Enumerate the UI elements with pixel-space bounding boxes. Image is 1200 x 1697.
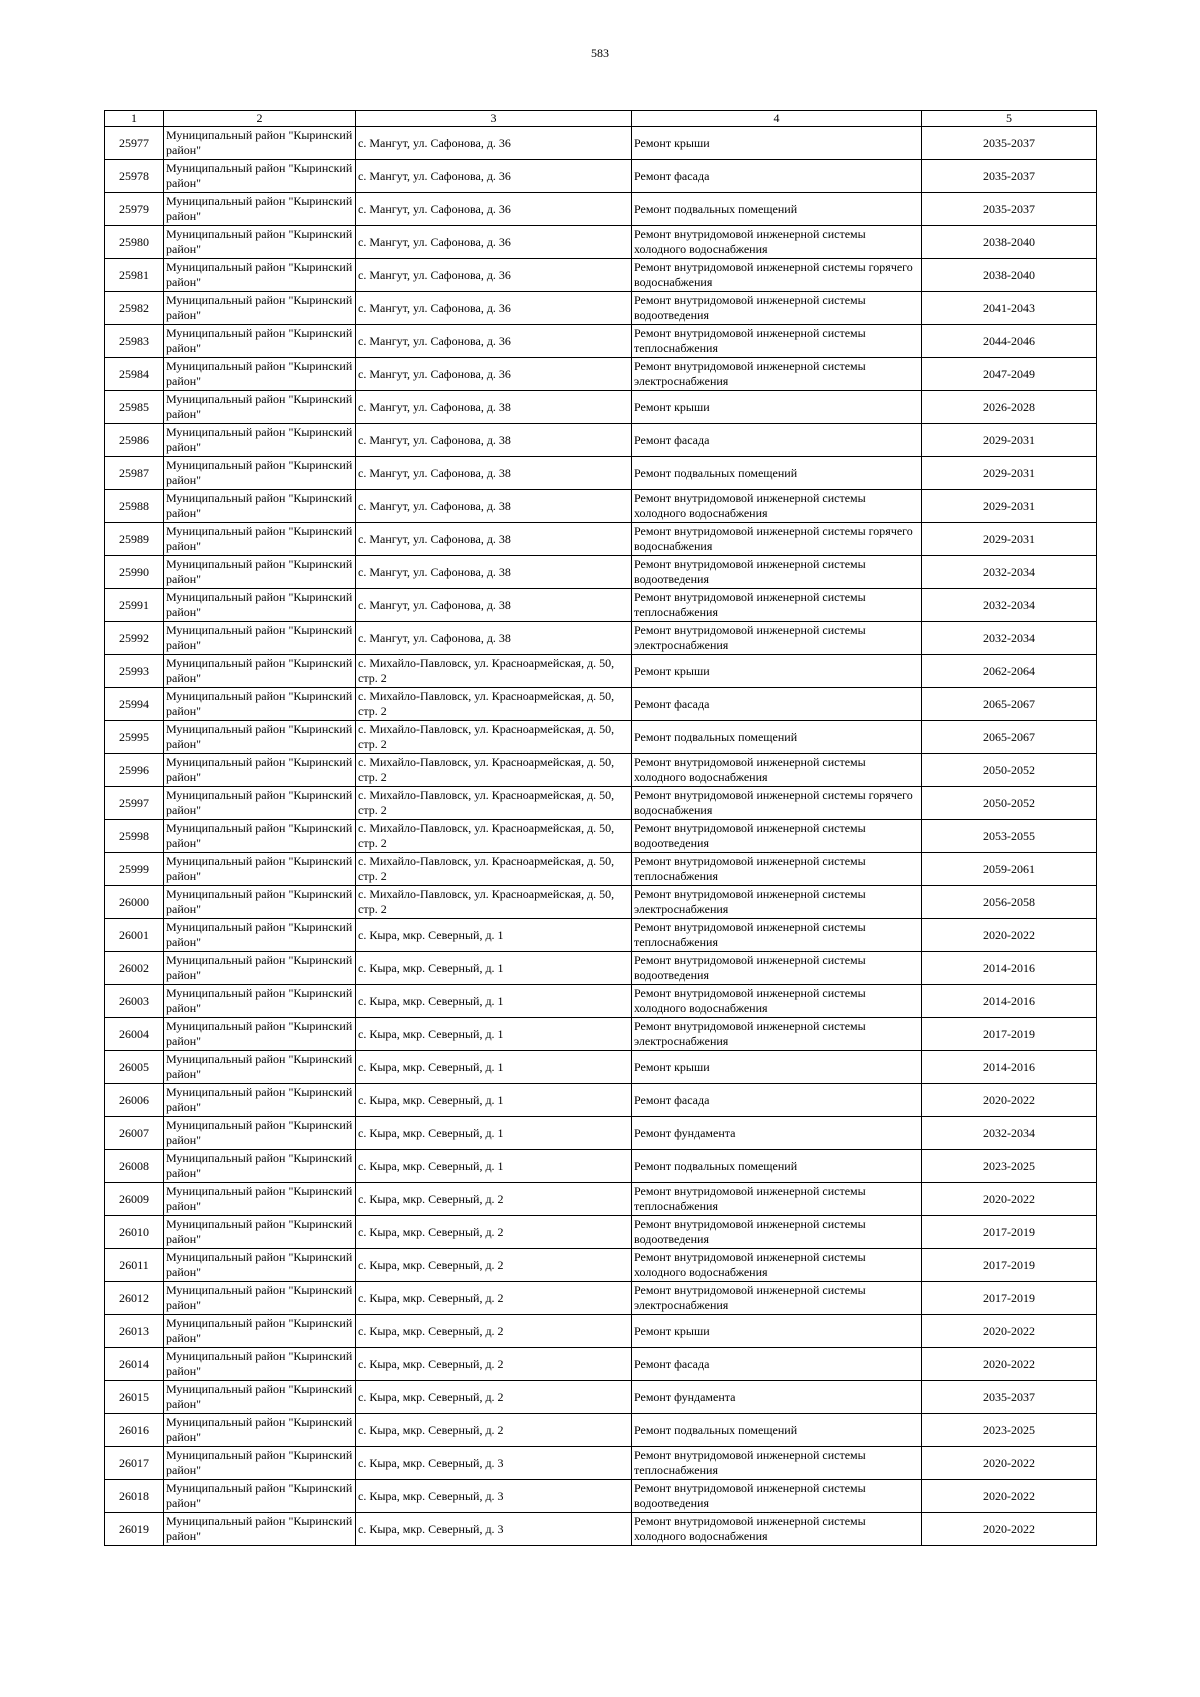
address-cell: с. Мангут, ул. Сафонова, д. 38	[356, 457, 632, 490]
period-cell: 2020-2022	[922, 1315, 1097, 1348]
row-number-cell: 26008	[105, 1150, 164, 1183]
row-number-cell: 26003	[105, 985, 164, 1018]
period-cell: 2047-2049	[922, 358, 1097, 391]
table-row	[105, 523, 1097, 556]
table-row	[105, 1216, 1097, 1249]
row-number-cell: 26002	[105, 952, 164, 985]
period-cell: 2056-2058	[922, 886, 1097, 919]
address-cell: с. Мангут, ул. Сафонова, д. 38	[356, 391, 632, 424]
municipality-cell: Муниципальный район "Кыринский район"	[164, 1513, 356, 1546]
address-cell: с. Мангут, ул. Сафонова, д. 36	[356, 160, 632, 193]
row-number-cell: 26016	[105, 1414, 164, 1447]
work-type-cell: Ремонт подвальных помещений	[632, 1414, 922, 1447]
table-row	[105, 490, 1097, 523]
table-row	[105, 754, 1097, 787]
municipality-cell: Муниципальный район "Кыринский район"	[164, 1447, 356, 1480]
address-cell: с. Михайло-Павловск, ул. Красноармейская, д. 50, стр. 2	[356, 655, 632, 688]
municipality-cell: Муниципальный район "Кыринский район"	[164, 1315, 356, 1348]
table-row	[105, 985, 1097, 1018]
period-cell: 2038-2040	[922, 259, 1097, 292]
work-type-cell: Ремонт внутридомовой инженерной системы холодного водоснабжения	[632, 1513, 922, 1546]
table-row	[105, 1051, 1097, 1084]
period-cell: 2035-2037	[922, 193, 1097, 226]
period-cell: 2026-2028	[922, 391, 1097, 424]
period-cell: 2017-2019	[922, 1018, 1097, 1051]
work-type-cell: Ремонт подвальных помещений	[632, 457, 922, 490]
table-row	[105, 292, 1097, 325]
municipality-cell: Муниципальный район "Кыринский район"	[164, 127, 356, 160]
row-number-cell: 26015	[105, 1381, 164, 1414]
row-number-cell: 26018	[105, 1480, 164, 1513]
table-row	[105, 226, 1097, 259]
row-number-cell: 25978	[105, 160, 164, 193]
address-cell: с. Кыра, мкр. Северный, д. 1	[356, 985, 632, 1018]
municipality-cell: Муниципальный район "Кыринский район"	[164, 1249, 356, 1282]
table-row	[105, 820, 1097, 853]
period-cell: 2050-2052	[922, 787, 1097, 820]
row-number-cell: 25981	[105, 259, 164, 292]
row-number-cell: 26001	[105, 919, 164, 952]
address-cell: с. Кыра, мкр. Северный, д. 2	[356, 1282, 632, 1315]
row-number-cell: 25999	[105, 853, 164, 886]
period-cell: 2017-2019	[922, 1249, 1097, 1282]
work-type-cell: Ремонт внутридомовой инженерной системы холодного водоснабжения	[632, 754, 922, 787]
table-row	[105, 919, 1097, 952]
municipality-cell: Муниципальный район "Кыринский район"	[164, 589, 356, 622]
municipality-cell: Муниципальный район "Кыринский район"	[164, 655, 356, 688]
address-cell: с. Кыра, мкр. Северный, д. 1	[356, 1051, 632, 1084]
row-number-cell: 25988	[105, 490, 164, 523]
address-cell: с. Мангут, ул. Сафонова, д. 36	[356, 226, 632, 259]
period-cell: 2035-2037	[922, 127, 1097, 160]
work-type-cell: Ремонт внутридомовой инженерной системы водоотведения	[632, 1480, 922, 1513]
work-type-cell: Ремонт внутридомовой инженерной системы холодного водоснабжения	[632, 490, 922, 523]
municipality-cell: Муниципальный район "Кыринский район"	[164, 259, 356, 292]
table-row	[105, 1381, 1097, 1414]
row-number-cell: 26006	[105, 1084, 164, 1117]
address-cell: с. Мангут, ул. Сафонова, д. 36	[356, 292, 632, 325]
row-number-cell: 25994	[105, 688, 164, 721]
address-cell: с. Кыра, мкр. Северный, д. 2	[356, 1183, 632, 1216]
work-type-cell: Ремонт подвальных помещений	[632, 721, 922, 754]
municipality-cell: Муниципальный район "Кыринский район"	[164, 490, 356, 523]
period-cell: 2017-2019	[922, 1216, 1097, 1249]
address-cell: с. Мангут, ул. Сафонова, д. 36	[356, 127, 632, 160]
row-number-cell: 26011	[105, 1249, 164, 1282]
address-cell: с. Мангут, ул. Сафонова, д. 36	[356, 358, 632, 391]
table-row	[105, 688, 1097, 721]
work-type-cell: Ремонт внутридомовой инженерной системы водоотведения	[632, 820, 922, 853]
period-cell: 2029-2031	[922, 490, 1097, 523]
table-row	[105, 1018, 1097, 1051]
row-number-cell: 25995	[105, 721, 164, 754]
work-type-cell: Ремонт фундамента	[632, 1117, 922, 1150]
work-type-cell: Ремонт внутридомовой инженерной системы холодного водоснабжения	[632, 985, 922, 1018]
work-type-cell: Ремонт внутридомовой инженерной системы холодного водоснабжения	[632, 226, 922, 259]
municipality-cell: Муниципальный район "Кыринский район"	[164, 391, 356, 424]
row-number-cell: 26014	[105, 1348, 164, 1381]
table-row	[105, 259, 1097, 292]
period-cell: 2032-2034	[922, 556, 1097, 589]
table-row	[105, 1348, 1097, 1381]
work-type-cell: Ремонт внутридомовой инженерной системы электроснабжения	[632, 622, 922, 655]
table-row	[105, 787, 1097, 820]
municipality-cell: Муниципальный район "Кыринский район"	[164, 457, 356, 490]
municipality-cell: Муниципальный район "Кыринский район"	[164, 754, 356, 787]
work-type-cell: Ремонт подвальных помещений	[632, 193, 922, 226]
municipality-cell: Муниципальный район "Кыринский район"	[164, 1216, 356, 1249]
municipality-cell: Муниципальный район "Кыринский район"	[164, 1117, 356, 1150]
municipality-cell: Муниципальный район "Кыринский район"	[164, 1381, 356, 1414]
table-row	[105, 391, 1097, 424]
work-type-cell: Ремонт фасада	[632, 688, 922, 721]
period-cell: 2023-2025	[922, 1414, 1097, 1447]
address-cell: с. Мангут, ул. Сафонова, д. 38	[356, 556, 632, 589]
municipality-cell: Муниципальный район "Кыринский район"	[164, 1051, 356, 1084]
period-cell: 2050-2052	[922, 754, 1097, 787]
table-row	[105, 556, 1097, 589]
municipality-cell: Муниципальный район "Кыринский район"	[164, 193, 356, 226]
column-header: 4	[632, 111, 922, 127]
municipality-cell: Муниципальный район "Кыринский район"	[164, 556, 356, 589]
address-cell: с. Кыра, мкр. Северный, д. 1	[356, 1117, 632, 1150]
municipality-cell: Муниципальный район "Кыринский район"	[164, 325, 356, 358]
period-cell: 2020-2022	[922, 1480, 1097, 1513]
period-cell: 2029-2031	[922, 457, 1097, 490]
row-number-cell: 25996	[105, 754, 164, 787]
table-row	[105, 886, 1097, 919]
work-type-cell: Ремонт внутридомовой инженерной системы теплоснабжения	[632, 325, 922, 358]
row-number-cell: 25998	[105, 820, 164, 853]
work-type-cell: Ремонт внутридомовой инженерной системы электроснабжения	[632, 358, 922, 391]
table-row	[105, 622, 1097, 655]
address-cell: с. Кыра, мкр. Северный, д. 3	[356, 1480, 632, 1513]
work-type-cell: Ремонт фасада	[632, 424, 922, 457]
table-row	[105, 1282, 1097, 1315]
row-number-cell: 26005	[105, 1051, 164, 1084]
address-cell: с. Мангут, ул. Сафонова, д. 36	[356, 193, 632, 226]
municipality-cell: Муниципальный район "Кыринский район"	[164, 919, 356, 952]
address-cell: с. Михайло-Павловск, ул. Красноармейская, д. 50, стр. 2	[356, 721, 632, 754]
address-cell: с. Кыра, мкр. Северный, д. 1	[356, 1084, 632, 1117]
work-type-cell: Ремонт внутридомовой инженерной системы теплоснабжения	[632, 919, 922, 952]
table-row	[105, 160, 1097, 193]
row-number-cell: 25977	[105, 127, 164, 160]
period-cell: 2035-2037	[922, 160, 1097, 193]
table-row	[105, 1150, 1097, 1183]
table-row	[105, 1480, 1097, 1513]
period-cell: 2014-2016	[922, 952, 1097, 985]
row-number-cell: 25997	[105, 787, 164, 820]
address-cell: с. Кыра, мкр. Северный, д. 2	[356, 1315, 632, 1348]
work-type-cell: Ремонт фундамента	[632, 1381, 922, 1414]
work-type-cell: Ремонт внутридомовой инженерной системы теплоснабжения	[632, 1183, 922, 1216]
address-cell: с. Михайло-Павловск, ул. Красноармейская, д. 50, стр. 2	[356, 754, 632, 787]
table-row	[105, 952, 1097, 985]
row-number-cell: 26013	[105, 1315, 164, 1348]
work-type-cell: Ремонт крыши	[632, 127, 922, 160]
row-number-cell: 25992	[105, 622, 164, 655]
address-cell: с. Мангут, ул. Сафонова, д. 38	[356, 589, 632, 622]
period-cell: 2020-2022	[922, 1513, 1097, 1546]
address-cell: с. Кыра, мкр. Северный, д. 2	[356, 1348, 632, 1381]
row-number-cell: 26010	[105, 1216, 164, 1249]
work-type-cell: Ремонт внутридомовой инженерной системы горячего водоснабжения	[632, 523, 922, 556]
work-type-cell: Ремонт внутридомовой инженерной системы водоотведения	[632, 1216, 922, 1249]
table-row	[105, 1414, 1097, 1447]
period-cell: 2065-2067	[922, 721, 1097, 754]
address-cell: с. Мангут, ул. Сафонова, д. 38	[356, 424, 632, 457]
row-number-cell: 26019	[105, 1513, 164, 1546]
work-type-cell: Ремонт внутридомовой инженерной системы водоотведения	[632, 292, 922, 325]
municipality-cell: Муниципальный район "Кыринский район"	[164, 820, 356, 853]
address-cell: с. Мангут, ул. Сафонова, д. 36	[356, 325, 632, 358]
table-row	[105, 325, 1097, 358]
period-cell: 2065-2067	[922, 688, 1097, 721]
address-cell: с. Михайло-Павловск, ул. Красноармейская, д. 50, стр. 2	[356, 820, 632, 853]
table-row	[105, 424, 1097, 457]
page-number: 583	[591, 46, 609, 60]
municipality-cell: Муниципальный район "Кыринский район"	[164, 160, 356, 193]
work-type-cell: Ремонт фасада	[632, 1084, 922, 1117]
column-header: 1	[105, 111, 164, 127]
table-row	[105, 193, 1097, 226]
municipality-cell: Муниципальный район "Кыринский район"	[164, 1018, 356, 1051]
period-cell: 2023-2025	[922, 1150, 1097, 1183]
period-cell: 2014-2016	[922, 1051, 1097, 1084]
period-cell: 2062-2064	[922, 655, 1097, 688]
municipality-cell: Муниципальный район "Кыринский район"	[164, 1282, 356, 1315]
municipality-cell: Муниципальный район "Кыринский район"	[164, 1348, 356, 1381]
period-cell: 2032-2034	[922, 1117, 1097, 1150]
table-row	[105, 1249, 1097, 1282]
address-cell: с. Мангут, ул. Сафонова, д. 36	[356, 259, 632, 292]
work-type-cell: Ремонт внутридомовой инженерной системы электроснабжения	[632, 886, 922, 919]
row-number-cell: 25985	[105, 391, 164, 424]
address-cell: с. Кыра, мкр. Северный, д. 2	[356, 1249, 632, 1282]
address-cell: с. Михайло-Павловск, ул. Красноармейская, д. 50, стр. 2	[356, 853, 632, 886]
municipality-cell: Муниципальный район "Кыринский район"	[164, 886, 356, 919]
work-type-cell: Ремонт крыши	[632, 1315, 922, 1348]
municipality-cell: Муниципальный район "Кыринский район"	[164, 1414, 356, 1447]
address-cell: с. Кыра, мкр. Северный, д. 1	[356, 919, 632, 952]
municipality-cell: Муниципальный район "Кыринский район"	[164, 1150, 356, 1183]
address-cell: с. Кыра, мкр. Северный, д. 3	[356, 1447, 632, 1480]
address-cell: с. Михайло-Павловск, ул. Красноармейская, д. 50, стр. 2	[356, 787, 632, 820]
row-number-cell: 25993	[105, 655, 164, 688]
address-cell: с. Кыра, мкр. Северный, д. 3	[356, 1513, 632, 1546]
table-row	[105, 721, 1097, 754]
row-number-cell: 26012	[105, 1282, 164, 1315]
address-cell: с. Михайло-Павловск, ул. Красноармейская, д. 50, стр. 2	[356, 688, 632, 721]
period-cell: 2029-2031	[922, 523, 1097, 556]
table-row	[105, 457, 1097, 490]
address-cell: с. Кыра, мкр. Северный, д. 1	[356, 1018, 632, 1051]
work-type-cell: Ремонт внутридомовой инженерной системы электроснабжения	[632, 1018, 922, 1051]
municipality-cell: Муниципальный район "Кыринский район"	[164, 853, 356, 886]
period-cell: 2032-2034	[922, 589, 1097, 622]
work-type-cell: Ремонт внутридомовой инженерной системы горячего водоснабжения	[632, 259, 922, 292]
period-cell: 2041-2043	[922, 292, 1097, 325]
municipality-cell: Муниципальный район "Кыринский район"	[164, 1480, 356, 1513]
table-row	[105, 1183, 1097, 1216]
period-cell: 2059-2061	[922, 853, 1097, 886]
row-number-cell: 26007	[105, 1117, 164, 1150]
table-row	[105, 358, 1097, 391]
row-number-cell: 26000	[105, 886, 164, 919]
municipality-cell: Муниципальный район "Кыринский район"	[164, 424, 356, 457]
table-row	[105, 1447, 1097, 1480]
row-number-cell: 25987	[105, 457, 164, 490]
period-cell: 2053-2055	[922, 820, 1097, 853]
period-cell: 2038-2040	[922, 226, 1097, 259]
municipality-cell: Муниципальный район "Кыринский район"	[164, 622, 356, 655]
municipality-cell: Муниципальный район "Кыринский район"	[164, 358, 356, 391]
municipality-cell: Муниципальный район "Кыринский район"	[164, 985, 356, 1018]
row-number-cell: 25984	[105, 358, 164, 391]
address-cell: с. Кыра, мкр. Северный, д. 2	[356, 1414, 632, 1447]
column-header: 2	[164, 111, 356, 127]
municipality-cell: Муниципальный район "Кыринский район"	[164, 523, 356, 556]
address-cell: с. Кыра, мкр. Северный, д. 1	[356, 952, 632, 985]
row-number-cell: 25979	[105, 193, 164, 226]
period-cell: 2044-2046	[922, 325, 1097, 358]
municipality-cell: Муниципальный район "Кыринский район"	[164, 952, 356, 985]
municipality-cell: Муниципальный район "Кыринский район"	[164, 721, 356, 754]
address-cell: с. Мангут, ул. Сафонова, д. 38	[356, 490, 632, 523]
capital-repair-table	[104, 110, 1097, 1546]
row-number-cell: 25986	[105, 424, 164, 457]
address-cell: с. Мангут, ул. Сафонова, д. 38	[356, 622, 632, 655]
work-type-cell: Ремонт крыши	[632, 391, 922, 424]
row-number-cell: 25980	[105, 226, 164, 259]
address-cell: с. Мангут, ул. Сафонова, д. 38	[356, 523, 632, 556]
municipality-cell: Муниципальный район "Кыринский район"	[164, 787, 356, 820]
table-row	[105, 127, 1097, 160]
period-cell: 2014-2016	[922, 985, 1097, 1018]
address-cell: с. Кыра, мкр. Северный, д. 2	[356, 1381, 632, 1414]
table-row	[105, 1513, 1097, 1546]
municipality-cell: Муниципальный район "Кыринский район"	[164, 688, 356, 721]
table-body	[105, 127, 1097, 1546]
period-cell: 2020-2022	[922, 1183, 1097, 1216]
period-cell: 2020-2022	[922, 1447, 1097, 1480]
work-type-cell: Ремонт внутридомовой инженерной системы теплоснабжения	[632, 853, 922, 886]
row-number-cell: 25991	[105, 589, 164, 622]
work-type-cell: Ремонт крыши	[632, 655, 922, 688]
period-cell: 2020-2022	[922, 1084, 1097, 1117]
period-cell: 2035-2037	[922, 1381, 1097, 1414]
row-number-cell: 25990	[105, 556, 164, 589]
column-header: 5	[922, 111, 1097, 127]
period-cell: 2017-2019	[922, 1282, 1097, 1315]
work-type-cell: Ремонт подвальных помещений	[632, 1150, 922, 1183]
table-row	[105, 655, 1097, 688]
work-type-cell: Ремонт внутридомовой инженерной системы теплоснабжения	[632, 589, 922, 622]
period-cell: 2029-2031	[922, 424, 1097, 457]
row-number-cell: 25989	[105, 523, 164, 556]
address-cell: с. Кыра, мкр. Северный, д. 1	[356, 1150, 632, 1183]
work-type-cell: Ремонт внутридомовой инженерной системы горячего водоснабжения	[632, 787, 922, 820]
work-type-cell: Ремонт внутридомовой инженерной системы электроснабжения	[632, 1282, 922, 1315]
work-type-cell: Ремонт крыши	[632, 1051, 922, 1084]
column-header: 3	[356, 111, 632, 127]
address-cell: с. Михайло-Павловск, ул. Красноармейская, д. 50, стр. 2	[356, 886, 632, 919]
table-row	[105, 853, 1097, 886]
table-row	[105, 1315, 1097, 1348]
municipality-cell: Муниципальный район "Кыринский район"	[164, 1084, 356, 1117]
row-number-cell: 25983	[105, 325, 164, 358]
row-number-cell: 25982	[105, 292, 164, 325]
municipality-cell: Муниципальный район "Кыринский район"	[164, 292, 356, 325]
work-type-cell: Ремонт внутридомовой инженерной системы водоотведения	[632, 952, 922, 985]
row-number-cell: 26017	[105, 1447, 164, 1480]
row-number-cell: 26009	[105, 1183, 164, 1216]
column-number-header-row	[105, 111, 1097, 127]
work-type-cell: Ремонт внутридомовой инженерной системы холодного водоснабжения	[632, 1249, 922, 1282]
work-type-cell: Ремонт фасада	[632, 1348, 922, 1381]
work-type-cell: Ремонт внутридомовой инженерной системы теплоснабжения	[632, 1447, 922, 1480]
period-cell: 2020-2022	[922, 919, 1097, 952]
table-row	[105, 589, 1097, 622]
municipality-cell: Муниципальный район "Кыринский район"	[164, 1183, 356, 1216]
address-cell: с. Кыра, мкр. Северный, д. 2	[356, 1216, 632, 1249]
work-type-cell: Ремонт внутридомовой инженерной системы водоотведения	[632, 556, 922, 589]
table-row	[105, 1084, 1097, 1117]
table-row	[105, 1117, 1097, 1150]
row-number-cell: 26004	[105, 1018, 164, 1051]
work-type-cell: Ремонт фасада	[632, 160, 922, 193]
municipality-cell: Муниципальный район "Кыринский район"	[164, 226, 356, 259]
period-cell: 2032-2034	[922, 622, 1097, 655]
period-cell: 2020-2022	[922, 1348, 1097, 1381]
